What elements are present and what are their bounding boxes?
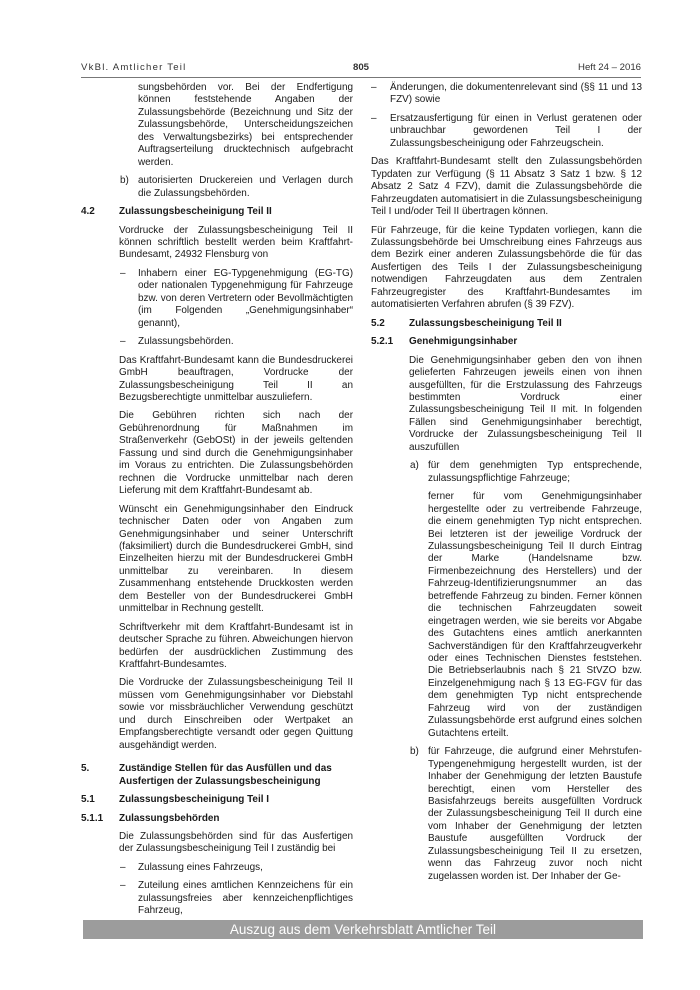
- section-title: Zulassungsbehörden: [119, 812, 220, 824]
- item-b: [81, 175, 353, 200]
- paragraph: Die Zulassungsbehörden sind für das Ausfertigen der Zulassungsbescheinigung Teil I zuständig bei: [119, 831, 353, 855]
- section-title: Zuständige Stellen für das Ausfüllen und das Ausfertigen der Zulassungsbescheinigung: [119, 763, 332, 787]
- paragraph: Die Genehmigungsinhaber geben den von ihnen gelieferten Fahrzeugen jeweils einen von ihnen ausgefüllten, für die Erstzulassung des Fahrzeugs bestimmten Vordruck einer Zulassungsbescheinigung Teil II mit. In folgenden Fällen sind Genehmigungsinhaber berechtigt, Vordrucke der Zulassungsbescheinigung Teil II auszufüllen: [409, 354, 642, 453]
- item-a-text: für dem genehmigten Typ entsprechende, zulassungspflichtige Fahrzeuge;: [428, 460, 642, 484]
- list-item-text: Ersatzausfertigung für einen in Verlust geratenen oder unbrauchbar gewordenen Teil I der Zulassungsbescheinigung oder Fahrzeugschein.: [390, 112, 642, 149]
- page-number: 805: [352, 62, 369, 73]
- section-title: Zulassungsbescheinigung Teil I: [119, 794, 270, 806]
- dash-marker: –: [371, 112, 377, 124]
- footer-banner: Auszug aus dem Verkehrsblatt Amtlicher Teil: [83, 920, 643, 939]
- paragraph: Das Kraftfahrt-Bundesamt kann die Bundesdruckerei GmbH beauftragen, Vordrucke der Zulassungsbescheinigung Teil II an Bezugsberechtigte unmittelbar auszuliefern.: [119, 354, 353, 403]
- dash-marker: –: [120, 267, 126, 279]
- paragraph: Die Gebühren richten sich nach der Gebührenordnung für Maßnahmen im Straßenverkehr (GebOSt) in der jeweils geltenden Fassung und sind durch die Genehmigungsinhaber im Voraus zu entrichten. Die Zulassungsbehörden rechnen die Vordrucke unmittelbar nach deren Lieferung mit dem Kraftfahrt-Bundesamt ab.: [119, 410, 353, 497]
- section-5-2-heading: [371, 318, 642, 330]
- item-b-text: für Fahrzeuge, die aufgrund einer Mehrstufen-Typengenehmigung hergestellt wurden, ist der Inhaber der Genehmigung der letzten Baustufe berechtigt, einen vom Hersteller des Basisfahrzeugs bereits ausgefüllten Vordruck der Zulassungsbescheinigung Teil II durch eine vom Inhaber der Genehmigung der letzten Baustufe ausgefüllten Vordruck der Zulassungsbescheinigung Teil II zu ersetzen, wenn das Fahrzeug zuvor noch nicht zugelassen worden ist. Der Inhaber der Ge-: [428, 746, 642, 882]
- list-item-text: Änderungen, die dokumentenrelevant sind (§§ 11 und 13 FZV) sowie: [390, 82, 642, 106]
- left-column: [81, 82, 353, 924]
- dash-marker: –: [371, 82, 377, 93]
- item-a-continued-text: sungsbehörden vor. Bei der Endfertigung können feststehende Angaben der Zulassungsbehörde (Bezeichnung und Sitz der Zulassungsbehörde, Unterscheidungszeichen des Verwaltungsbezirks) bei entsprechender Auftragserteilung drucktechnisch aufgebracht werden.: [138, 82, 353, 168]
- list-item-text: Zuteilung eines amtlichen Kennzeichens für ein zulassungsfreies aber kennzeichenpflichtiges Fahrzeug,: [138, 880, 353, 917]
- item-a: [371, 460, 642, 485]
- section-number: 5.1: [81, 794, 95, 806]
- header-rule: [81, 77, 641, 78]
- section-4-2-heading: [81, 206, 353, 218]
- paragraph: Die Vordrucke der Zulassungsbescheinigung Teil II müssen vom Genehmigungsinhaber vor Diebstahl sowie vor missbräuchlicher Verwendung geschützt und durch Einschreiben oder Wertpaket an Empfangsberechtigte versandt oder gegen Quittung ausgehändigt werden.: [119, 677, 353, 751]
- item-b-text: autorisierten Druckereien und Verlagen durch die Zulassungsbehörden.: [138, 175, 353, 199]
- issue-label: Heft 24 – 2016: [578, 62, 641, 73]
- paragraph: Für Fahrzeuge, für die keine Typdaten vorliegen, kann die Zulassungsbehörde bei Umschreibung eines Fahrzeugs aus dem Bezirk einer anderen Zulassungsbehörde die für das Ausfertigen des Teils I der Zulassungsbescheinigung notwendigen Fahrzeugdaten aus dem Zentralen Fahrzeugregister des Kraftfahrt-Bundesamtes im automatisierten Verfahren abrufen (§ 39 FZV).: [371, 224, 642, 311]
- item-b-marker: b): [410, 746, 419, 758]
- right-column: [371, 82, 642, 889]
- paragraph: Schriftverkehr mit dem Kraftfahrt-Bundesamt ist in deutscher Sprache zu führen. Abweichungen hiervon bedürfen der ausdrücklichen Zustimmung des Kraftfahrt-Bundesamtes.: [119, 621, 353, 671]
- item-b-marker: b): [120, 175, 129, 187]
- section-title: Zulassungsbescheinigung Teil II: [119, 206, 272, 218]
- paragraph: Das Kraftfahrt-Bundesamt stellt den Zulassungsbehörden Typdaten zur Verfügung (§ 11 Absatz 3 Satz 1 bzw. § 12 Absatz 2 Satz 4 FZV), damit die Zulassungsbehörde die Fahrzeugdaten automatisiert in die Zulassungsbescheinigung Teil I und/oder Teil II übertragen können.: [371, 156, 642, 218]
- section-5-1-heading: [81, 794, 353, 806]
- journal-title: VkBl. Amtlicher Teil: [81, 62, 187, 73]
- section-5-heading: [81, 763, 353, 788]
- list-item: [81, 336, 353, 348]
- section-number: 5.2: [371, 317, 385, 329]
- list-item: [81, 880, 353, 917]
- page-header: [81, 62, 641, 76]
- list-item: [371, 82, 642, 107]
- section-number: 5.2.1: [371, 336, 394, 348]
- paragraph: Wünscht ein Genehmigungsinhaber den Eindruck technischer Daten oder von Angaben zum Genehmigungsinhaber und seiner Unterschrift (faksimiliert) durch die Bundesdruckerei GmbH, sind Einzelheiten hierzu mit der Bundesdruckerei GmbH unmittelbar zu vereinbaren. In diesem Zusammenhang entstehende Druckkosten werden dem Besteller von der Bundesdruckerei GmbH unmittelbar in Rechnung gestellt.: [119, 503, 353, 615]
- item-a-detail: ferner für vom Genehmigungsinhaber hergestellte oder zu vertreibende Fahrzeuge, die einem genehmigten Typ nicht entsprechen. Bei letzteren ist der jeweilige Vordruck der Zulassungsbescheinigung Teil II durch Eintrag der Marke (Handelsname bzw. Firmenbezeichnung des Herstellers) und der Fahrzeug-Identifizierungsnummer an das betreffende Fahrzeug zu binden. Ferner können die technischen Fahrzeugdaten soweit eingetragen werden, wie sie bereits vor Abgabe des Gutachtens eines amtlich anerkannten Sachverständigen für den Kraftfahrzeugverkehr oder eines Technischen Dienstes feststehen. Die Betriebserlaubnis nach § 21 StVZO bzw. Einzelgenehmigung nach § 13 EG-FGV für das dem genehmigten Typ nicht entsprechende Fahrzeug wird von der zuständigen Zulassungsbehörde erst aufgrund eines solchen Gutachtens erteilt.: [428, 491, 642, 739]
- section-number: 5.1.1: [81, 812, 104, 824]
- item-a-continued: [81, 82, 353, 169]
- paragraph: Vordrucke der Zulassungsbescheinigung Teil II können schriftlich bestellt werden beim Kraftfahrt-Bundesamt, 24932 Flensburg von: [119, 224, 353, 261]
- list-item: [81, 862, 353, 874]
- list-item-text: Zulassungsbehörden.: [138, 336, 234, 348]
- list-item-text: Inhabern einer EG-Typgenehmigung (EG-TG) oder nationalen Typgenehmigung für Fahrzeuge bzw. von deren Vertretern oder Bevollmächtigten (im Folgenden „Genehmigungsinhaber“ genannt),: [138, 267, 353, 329]
- section-title: Zulassungsbescheinigung Teil II: [409, 317, 562, 329]
- dash-marker: –: [120, 880, 126, 892]
- section-title: Genehmigungsinhaber: [409, 336, 518, 348]
- dash-marker: –: [120, 861, 126, 873]
- list-item-text: Zulassung eines Fahrzeugs,: [138, 861, 263, 873]
- list-item: [81, 268, 353, 330]
- list-item: [371, 113, 642, 150]
- section-number: 4.2: [81, 206, 95, 218]
- section-5-2-1-heading: [371, 336, 642, 348]
- section-number: 5.: [81, 763, 90, 775]
- item-a-marker: a): [410, 460, 419, 472]
- dash-marker: –: [120, 336, 126, 348]
- item-b: [371, 746, 642, 883]
- section-5-1-1-heading: [81, 813, 353, 825]
